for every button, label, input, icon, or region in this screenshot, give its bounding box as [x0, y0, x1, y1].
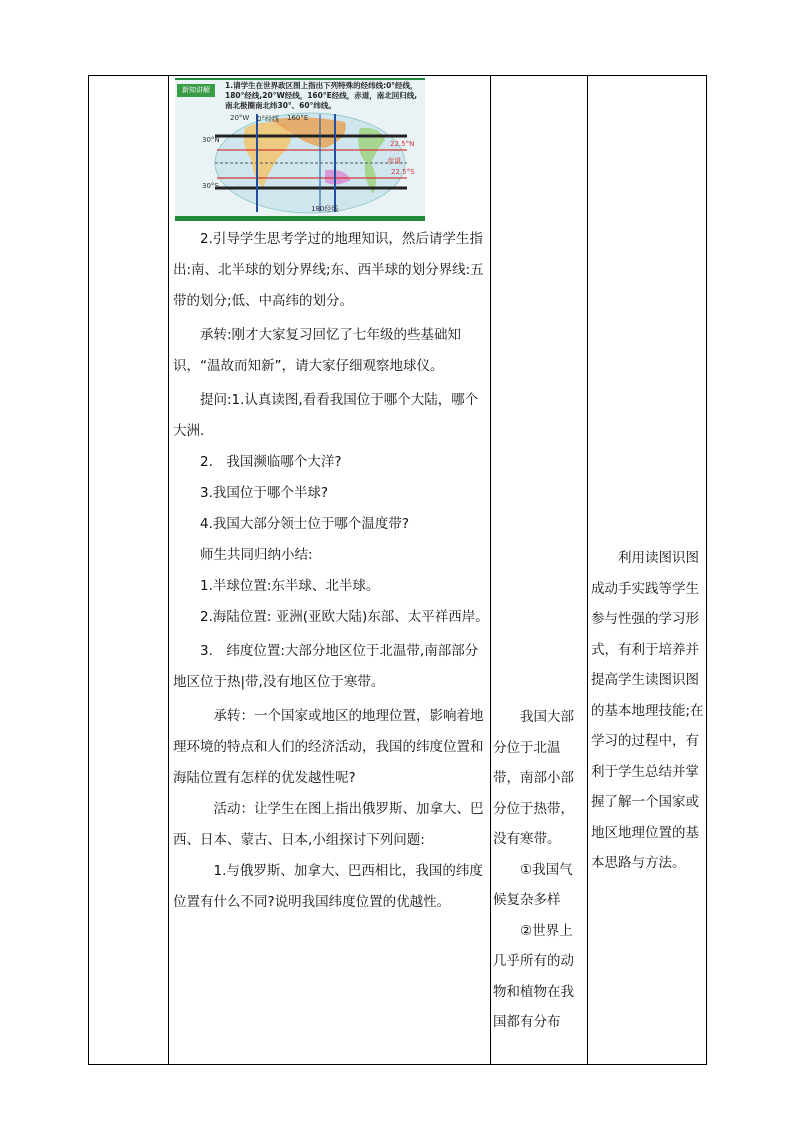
- column-divider: [168, 76, 169, 1064]
- paragraph: 1.半球位置:东半球、北半球。: [173, 578, 380, 594]
- paragraph: 师生共同归纳小结:: [173, 547, 313, 563]
- paragraph: 2. 我国濒临哪个大洋?: [173, 454, 342, 470]
- label-22-5s: 22.5°S: [391, 168, 415, 176]
- paragraph: 3. 纬度位置:大部分地区位于北温带,南部部分地区位于热|带,没有地区位于寒带。: [173, 643, 479, 690]
- paragraph: 3.我国位于哪个半球?: [173, 485, 329, 501]
- paragraph: 4.我国大部分领士位于哪个温度带?: [173, 516, 410, 532]
- paragraph: 利用读图识图成动手实践等学生参与性强的学习形式，有利于培养并提高学生读图识图的基本地理技能;在学习的过程中，有利于学生总结并掌握了解一个国家或地区地理位置的基本思路与方法。: [591, 550, 704, 871]
- paragraph: 1.与俄罗斯、加拿大、巴西相比，我国的纬度位置有什么不同?说明我国纬度位置的优越性。: [173, 863, 483, 910]
- column-divider: [587, 76, 588, 1064]
- paragraph: 提问:1.认真读图,看看我国位于哪个大陆，哪个大洲.: [173, 392, 479, 439]
- label-30n: 30°N: [202, 136, 220, 144]
- label-20w: 20°W: [230, 114, 250, 122]
- lesson-table: [88, 75, 707, 1065]
- paragraph: 2.引导学生思考学过的地理知识，然后请学生指出:南、北半球的划分界线;东、西半球的划分界线:五带的划分;低、中高纬的划分。: [173, 231, 484, 309]
- figure-caption: 1.请学生在世界政区图上指出下列特殊的经纬线:0°经线，180°经线,20°W经线，160°E经线，赤道，南北回归线,南北极圈南北纬30°、60°纬线。: [225, 81, 418, 110]
- label-0-meridian: 0°经线: [257, 115, 279, 123]
- label-equator: 赤道: [387, 157, 401, 165]
- paragraph: 2.海陆位置: 亚洲(亚欧大陆)东部、太平祥西岸。: [173, 609, 489, 625]
- slide-bottom-bar: [175, 216, 425, 221]
- world-map-illustration: [175, 78, 425, 221]
- column-divider: [490, 76, 491, 1064]
- student-activity-cell: [493, 76, 585, 1038]
- label-30s: 30°S: [202, 182, 219, 190]
- paragraph: 承转：一个国家或地区的地理位置，影响着地理环境的特点和人们的经济活动，我国的纬度位置和海陆位置有怎样的优发越性呢?: [173, 708, 484, 786]
- paragraph: ②世界上几乎所有的动物和植物在我国都有分布: [493, 922, 574, 1030]
- paragraph: ①我国气候复杂多样: [493, 861, 573, 908]
- paragraph: 我国大部分位于北温带，南部小部分位于热带，没有寒带。: [493, 709, 574, 847]
- slide-badge: 新知讲解: [177, 84, 215, 97]
- paragraph: 活动：让学生在图上指出俄罗斯、加拿大、巴西、日本、蒙古、日本,小组探讨下列问题:: [173, 801, 484, 848]
- world-map-figure: [175, 78, 425, 221]
- design-intent-cell: [591, 76, 704, 879]
- label-160e: 160°E: [287, 114, 309, 122]
- label-180-meridian: 180经线: [311, 205, 339, 213]
- label-22-5n: 22.5°N: [390, 140, 415, 148]
- paragraph: 承转:刚才大家复习回忆了七年级的些基础知识，“温故而知新”，请大家仔细观察地球仪。: [173, 327, 462, 374]
